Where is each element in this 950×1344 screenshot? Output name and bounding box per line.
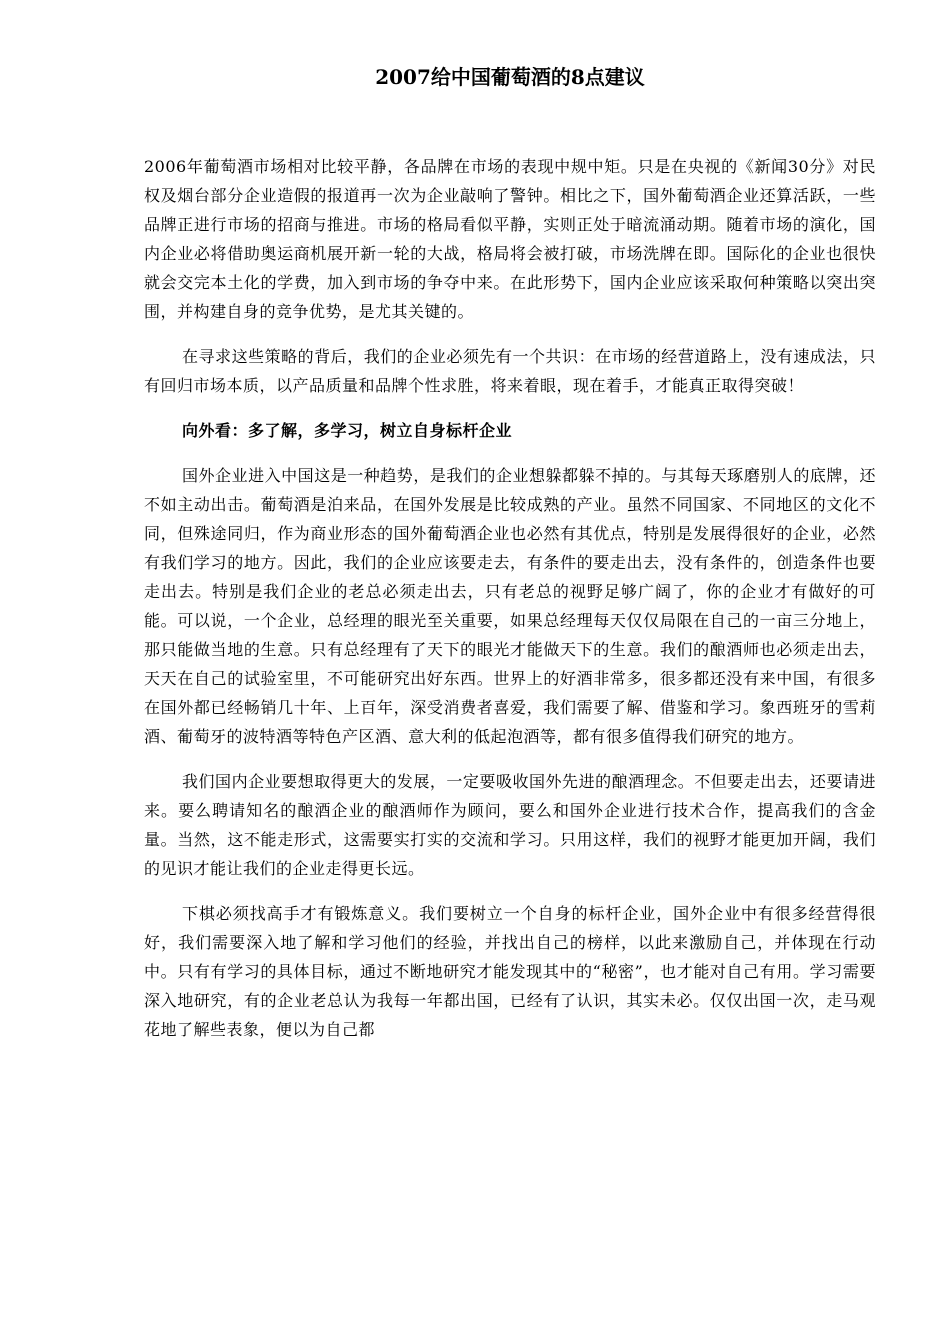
- section-paragraph-3: 下棋必须找高手才有锻炼意义。我们要树立一个自身的标杆企业，国外企业中有很多经营得很好，我们需要深入地了解和学习他们的经验，并找出自己的榜样，以此来激励自己，并体现在行动中。只有有学习的具体目标，通过不断地研究才能发现其中的“秘密”，也才能对自己有用。学习需要深入地研究，有的企业老总认为我每一年都出国，已经有了认识，其实未必。仅仅出国一次，走马观花地了解些表象，便以为自己都: [144, 904, 876, 1039]
- document-title: 2007给中国葡萄酒的8点建议: [375, 65, 645, 89]
- consensus-paragraph: 在寻求这些策略的背后，我们的企业必须先有一个共识：在市场的经营道路上，没有速成法，只有回归市场本质，以产品质量和品牌个性求胜，将来着眼，现在着手，才能真正取得突破！: [144, 347, 876, 395]
- document-body: [144, 152, 876, 1060]
- intro-paragraph: 2006年葡萄酒市场相对比较平静，各品牌在市场的表现中规中矩。只是在央视的《新闻30分》对民权及烟台部分企业造假的报道再一次为企业敲响了警钟。相比之下，国外葡萄酒企业还算活跃，一些品牌正进行市场的招商与推进。市场的格局看似平静，实则正处于暗流涌动期。随着市场的演化，国内企业必将借助奥运商机展开新一轮的大战，格局将会被打破，市场洗牌在即。国际化的企业也很快就会交完本土化的学费，加入到市场的争夺中来。在此形势下，国内企业应该采取何种策略以突出突围，并构建自身的竞争优势，是尤其关键的。: [144, 157, 876, 321]
- section-paragraph-1: 国外企业进入中国这是一种趋势，是我们的企业想躲都躲不掉的。与其每天琢磨别人的底牌，还不如主动出击。葡萄酒是泊来品，在国外发展是比较成熟的产业。虽然不同国家、不同地区的文化不同，但殊途同归，作为商业形态的国外葡萄酒企业也必然有其优点，特别是发展得很好的企业，必然有我们学习的地方。因此，我们的企业应该要走去，有条件的要走出去，没有条件的，创造条件也要走出去。特别是我们企业的老总必须走出去，只有老总的视野足够广阔了，你的企业才有做好的可能。可以说，一个企业，总经理的眼光至关重要，如果总经理每天仅仅局限在自己的一亩三分地上，那只能做当地的生意。只有总经理有了天下的眼光才能做天下的生意。我们的酿酒师也必须走出去，天天在自己的试验室里，不可能研究出好东西。世界上的好酒非常多，很多都还没有来中国，有很多在国外都已经畅销几十年、上百年，深受消费者喜爱，我们需要了解、借鉴和学习。象西班牙的雪莉酒、葡萄牙的波特酒等特色产区酒、意大利的低起泡酒等，都有很多值得我们研究的地方。: [144, 466, 876, 746]
- section-paragraph-2: 我们国内企业要想取得更大的发展，一定要吸收国外先进的酿酒理念。不但要走出去，还要请进来。要么聘请知名的酿酒企业的酿酒师作为顾问，要么和国外企业进行技术合作，提高我们的含金量。当然，这不能走形式，这需要实打实的交流和学习。只用这样，我们的视野才能更加开阔，我们的见识才能让我们的企业走得更长远。: [144, 772, 876, 878]
- section-heading: 向外看：多了解，多学习，树立自身标杆企业: [182, 421, 513, 440]
